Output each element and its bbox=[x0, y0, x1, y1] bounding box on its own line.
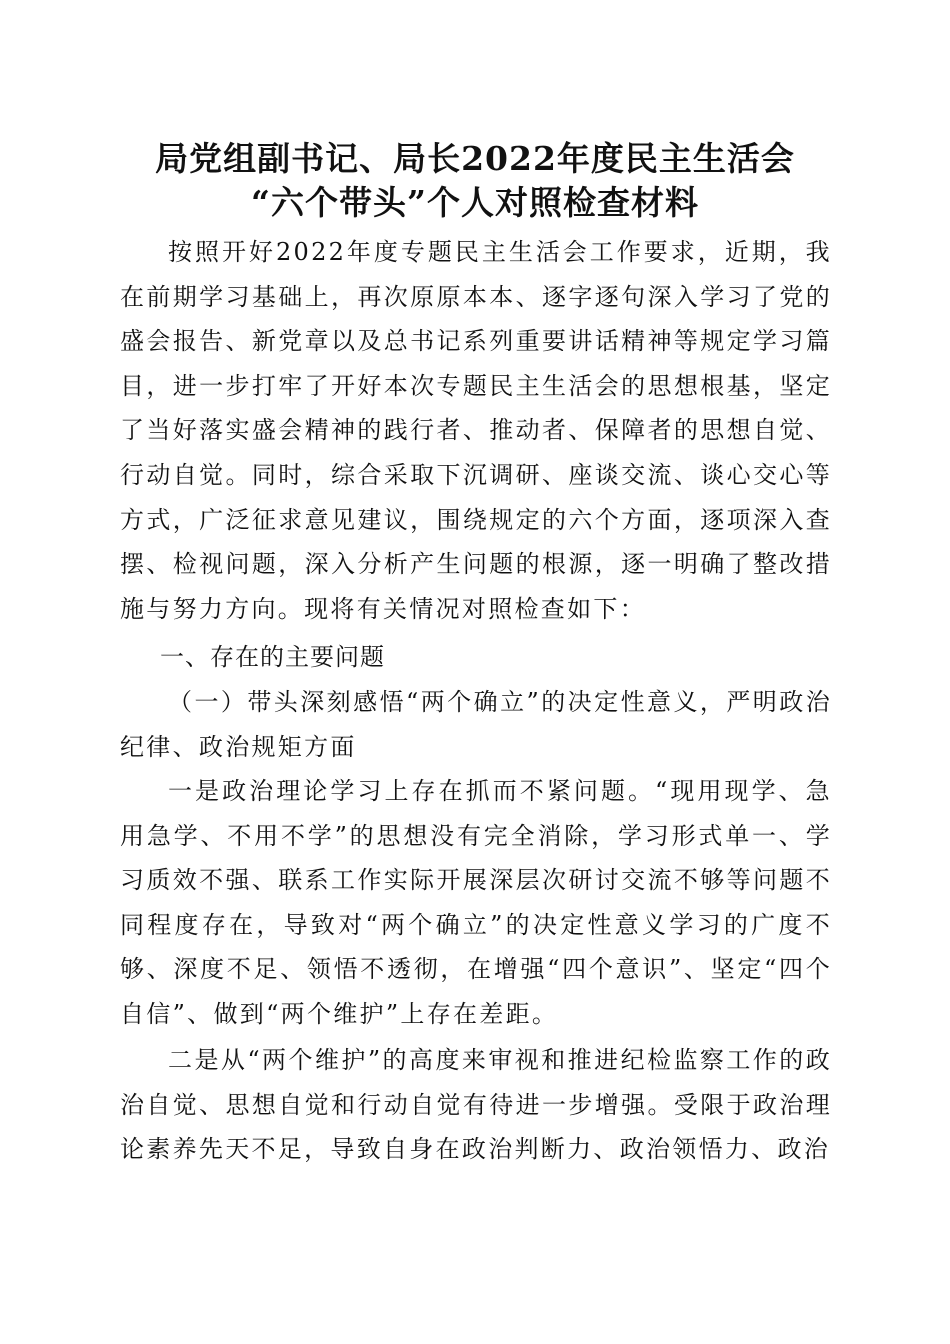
document-title-line-2: “六个带头”个人对照检查材料 bbox=[251, 183, 699, 222]
intro-paragraph: 按照开好2022年度专题民主生活会工作要求，近期，我在前期学习基础上，再次原原本本、逐字逐句深入学习了党的盛会报告、新党章以及总书记系列重要讲话精神等规定学习篇目，进一步打牢了开好本次专题民主生活会的思想根基，坚定了当好落实盛会精神的践行者、推动者、保障者的思想自觉、行动自觉。同时，综合采取下沉调研、座谈交流、谈心交心等方式，广泛征求意见建议，围绕规定的六个方面，逐项深入查摆、检视问题，深入分析产生问题的根源，逐一明确了整改措施与努力方向。现将有关情况对照检查如下： bbox=[120, 238, 832, 623]
body-paragraph-1: 一是政治理论学习上存在抓而不紧问题。“现用现学、急用急学、不用不学”的思想没有完全消除，学习形式单一、学习质效不强、联系工作实际开展深层次研讨交流不够等问题不同程度存在，导致对“两个确立”的决定性意义学习的广度不够、深度不足、领悟不透彻，在增强“四个意识”、坚定“四个自信”、做到“两个维护”上存在差距。 bbox=[120, 777, 832, 1028]
section-heading: 一、存在的主要问题 bbox=[160, 643, 385, 671]
document-title-line-1: 局党组副书记、局长2022年度民主生活会 bbox=[155, 139, 795, 178]
body-paragraph-2: 二是从“两个维护”的高度来审视和推进纪检监察工作的政治自觉、思想自觉和行动自觉有待进一步增强。受限于政治理论素养先天不足，导致自身在政治判断力、政治领悟力、政治 bbox=[120, 1046, 832, 1164]
subsection-heading: （一）带头深刻感悟“两个确立”的决定性意义，严明政治纪律、政治规矩方面 bbox=[120, 688, 832, 761]
